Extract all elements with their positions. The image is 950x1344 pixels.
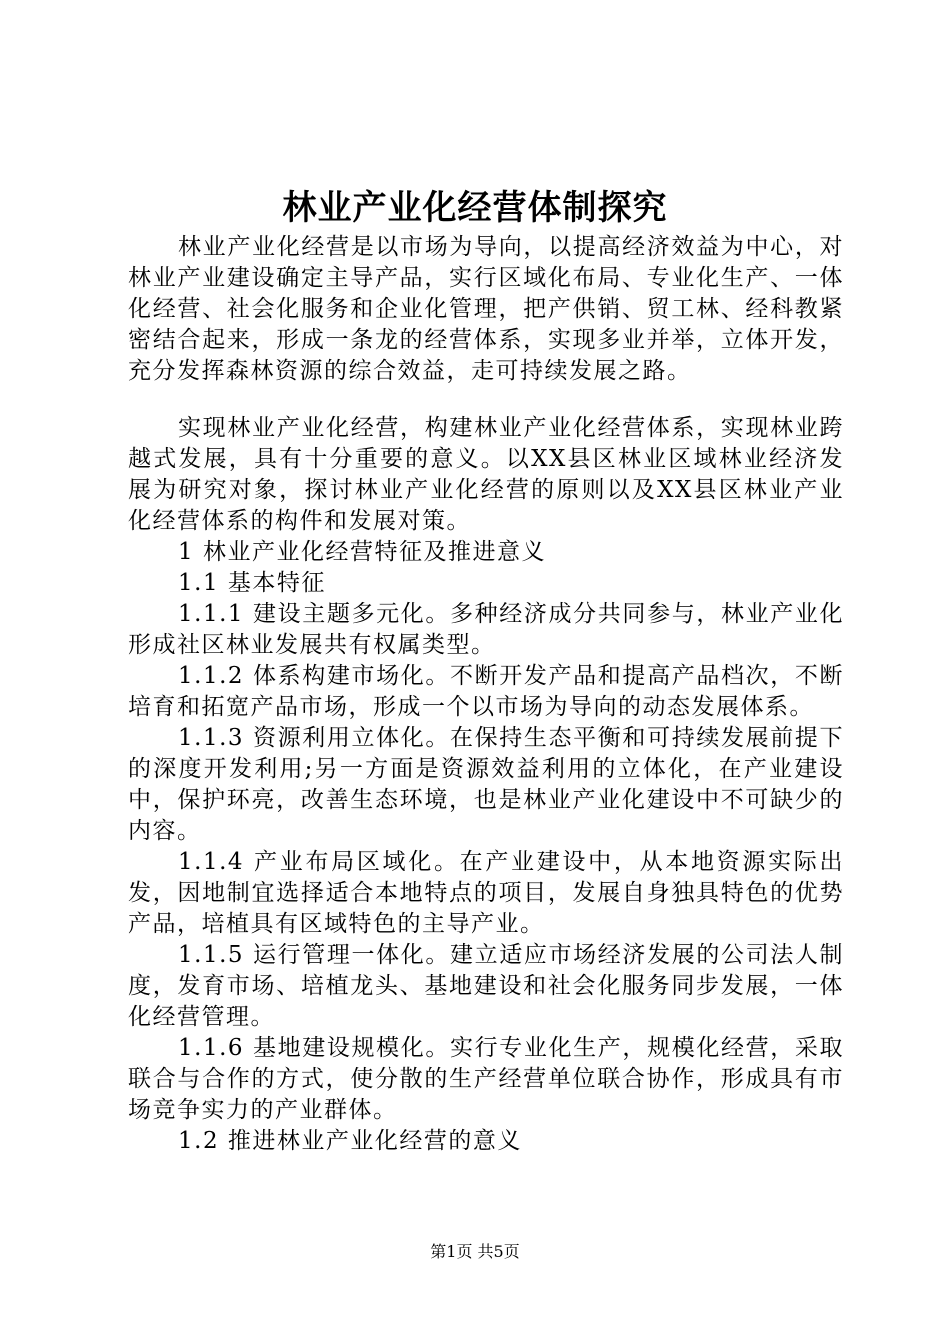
heading-section-1: 1 林业产业化经营特征及推进意义 (178, 539, 546, 565)
paragraph-1-1-1: 1.1.1 建设主题多元化。多种经济成分共同参与，林业产业化形成社区林业发展共有权属类型。 (128, 601, 844, 658)
document-title: 林业产业化经营体制探究 (282, 188, 668, 228)
document-body (128, 232, 844, 1157)
paragraph-significance: 实现林业产业化经营，构建林业产业化经营体系，实现林业跨越式发展，具有十分重要的意义。以XX县区林业区域林业经济发展为研究对象，探讨林业产业化经营的原则以及XX县区林业产业化经营体系的构件和发展对策。 (128, 415, 844, 534)
page-footer: 第1页 共5页 (430, 1242, 520, 1261)
paragraph-1-1-2: 1.1.2 体系构建市场化。不断开发产品和提高产品档次，不断培育和拓宽产品市场，形成一个以市场为导向的动态发展体系。 (128, 663, 844, 720)
heading-section-1-2: 1.2 推进林业产业化经营的意义 (178, 1128, 522, 1154)
paragraph-1-1-3: 1.1.3 资源利用立体化。在保持生态平衡和可持续发展前提下的深度开发利用;另一方面是资源效益利用的立体化，在产业建设中，保护环亮，改善生态环境，也是林业产业化建设中不可缺少的内容。 (128, 725, 844, 844)
paragraph-1-1-6: 1.1.6 基地建设规模化。实行专业化生产，规模化经营，采取联合与合作的方式，使分散的生产经营单位联合协作，形成具有市场竞争实力的产业群体。 (128, 1035, 844, 1123)
heading-section-1-1: 1.1 基本特征 (178, 570, 326, 596)
paragraph-1-1-5: 1.1.5 运行管理一体化。建立适应市场经济发展的公司法人制度，发育市场、培植龙头、基地建设和社会化服务同步发展，一体化经营管理。 (128, 942, 844, 1030)
paragraph-intro: 林业产业化经营是以市场为导向，以提高经济效益为中心，对林业产业建设确定主导产品，实行区域化布局、专业化生产、一体化经营、社会化服务和企业化管理，把产供销、贸工林、经科教紧密结合起来，形成一条龙的经营体系，实现多业并举，立体开发，充分发挥森林资源的综合效益，走可持续发展之路。 (128, 234, 844, 384)
paragraph-1-1-4: 1.1.4 产业布局区域化。在产业建设中，从本地资源实际出发，因地制宜选择适合本地特点的项目，发展自身独具特色的优势产品，培植具有区域特色的主导产业。 (128, 849, 844, 937)
